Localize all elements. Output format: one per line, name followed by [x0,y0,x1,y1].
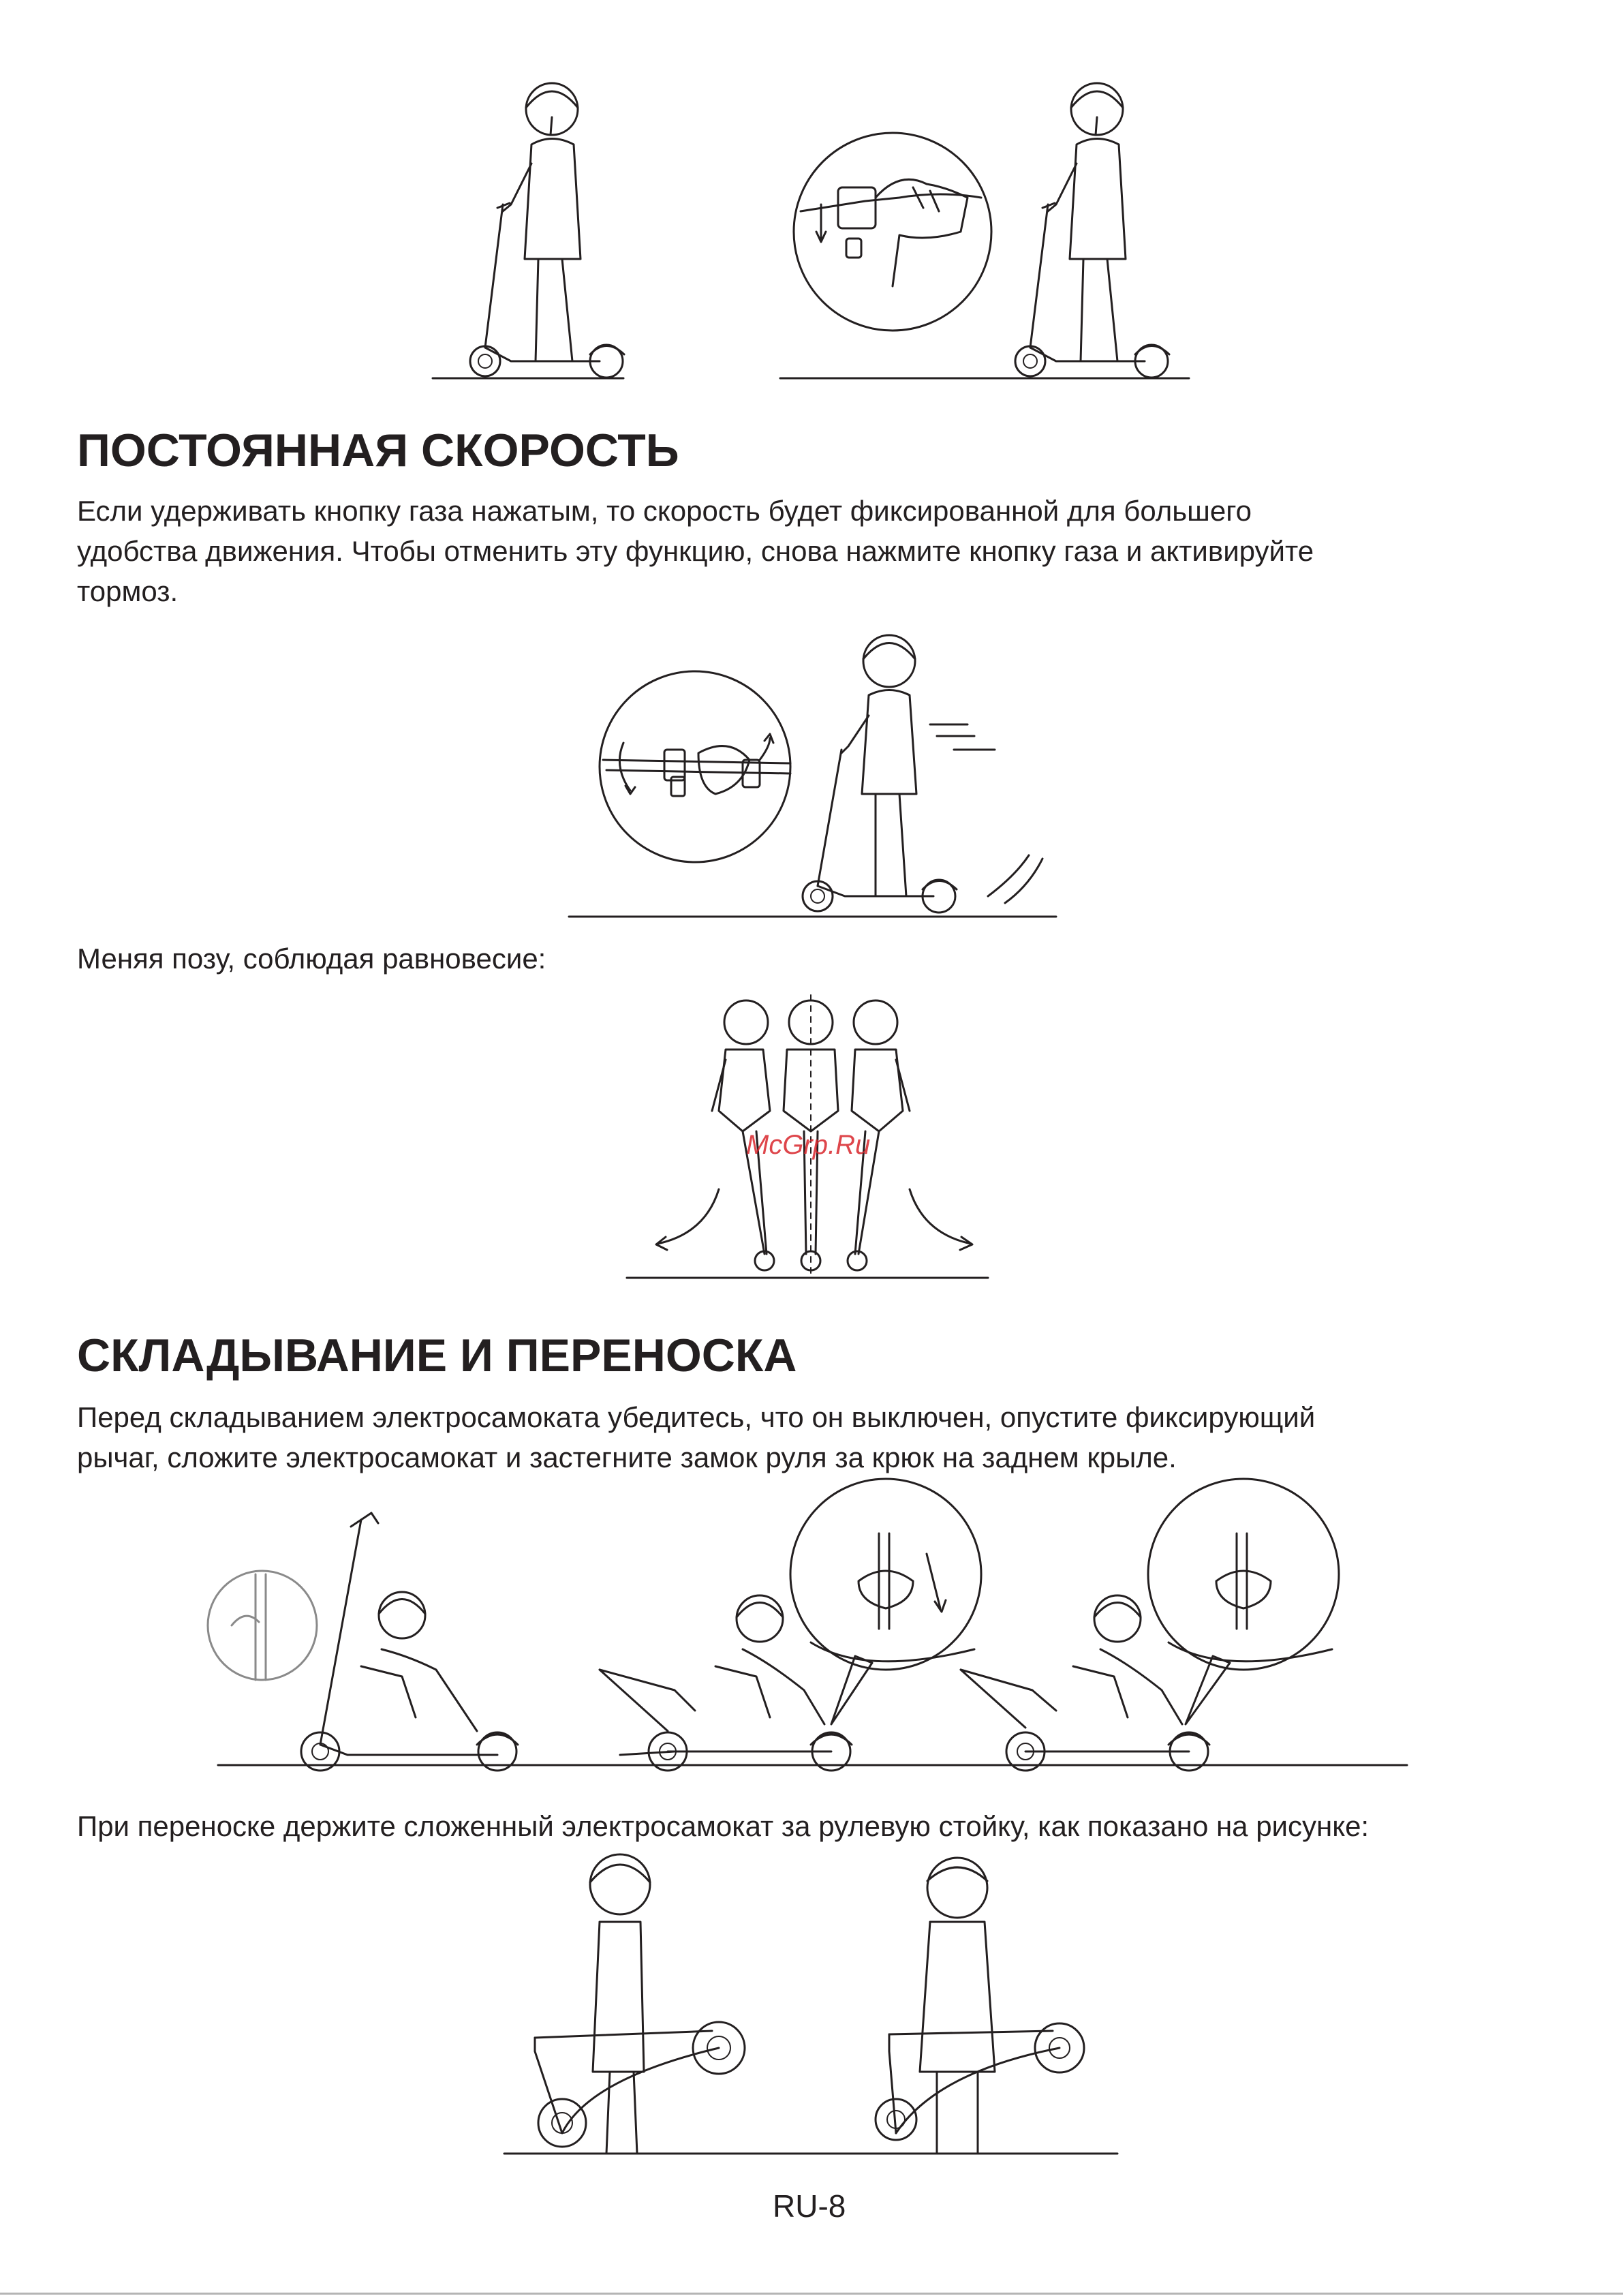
folding-step-3-illustration [961,1479,1339,1771]
figure-carrying [501,1847,1128,2160]
folding-step-2-illustration [600,1479,981,1771]
figure-start-riding [422,68,1199,388]
folding-step-1-illustration [208,1513,518,1771]
rider-cruising-illustration [803,635,957,913]
body-line: удобства движения. Чтобы отменить эту функцию, снова нажмите кнопку газа и активируйте [77,535,1314,567]
body-line: Если удерживать кнопку газа нажатым, то скорость будет фиксированной для большего [77,495,1252,527]
rider-right-illustration [1015,83,1169,378]
section-title-constant-speed: ПОСТОЯННАЯ СКОРОСТЬ [77,425,679,476]
brake-detail-circle [600,671,790,862]
watermark: McGrp.Ru [746,1130,871,1160]
figure-cruise-control [566,624,1063,923]
page-number: RU-8 [773,2188,846,2224]
figure-folding-steps [198,1493,1424,1779]
body-line: рычаг, сложите электросамокат и застегните замок руля за крюк на заднем крыле. [77,1441,1177,1473]
body-line: Перед складыванием электросамоката убедитесь, что он выключен, опустите фиксирующий [77,1401,1316,1433]
carrier-side-view-illustration [535,1854,745,2154]
section-body-folding [77,1397,1315,1478]
rider-left-illustration [470,83,624,378]
section-body-constant-speed [77,491,1314,611]
body-line: тормоз. [77,575,179,607]
caption-balance: Меняя позу, соблюдая равновесие: [77,943,546,975]
bottom-divider [0,2293,1623,2295]
section-title-folding: СКЛАДЫВАНИЕ И ПЕРЕНОСКА [77,1330,797,1381]
throttle-detail-circle [794,133,991,331]
motion-lines [930,724,1042,903]
carrier-front-view-illustration [876,1858,1084,2154]
caption-carrying: При переноске держите сложенный электросамокат за рулевую стойку, как показано на рисунке: [77,1810,1370,1842]
